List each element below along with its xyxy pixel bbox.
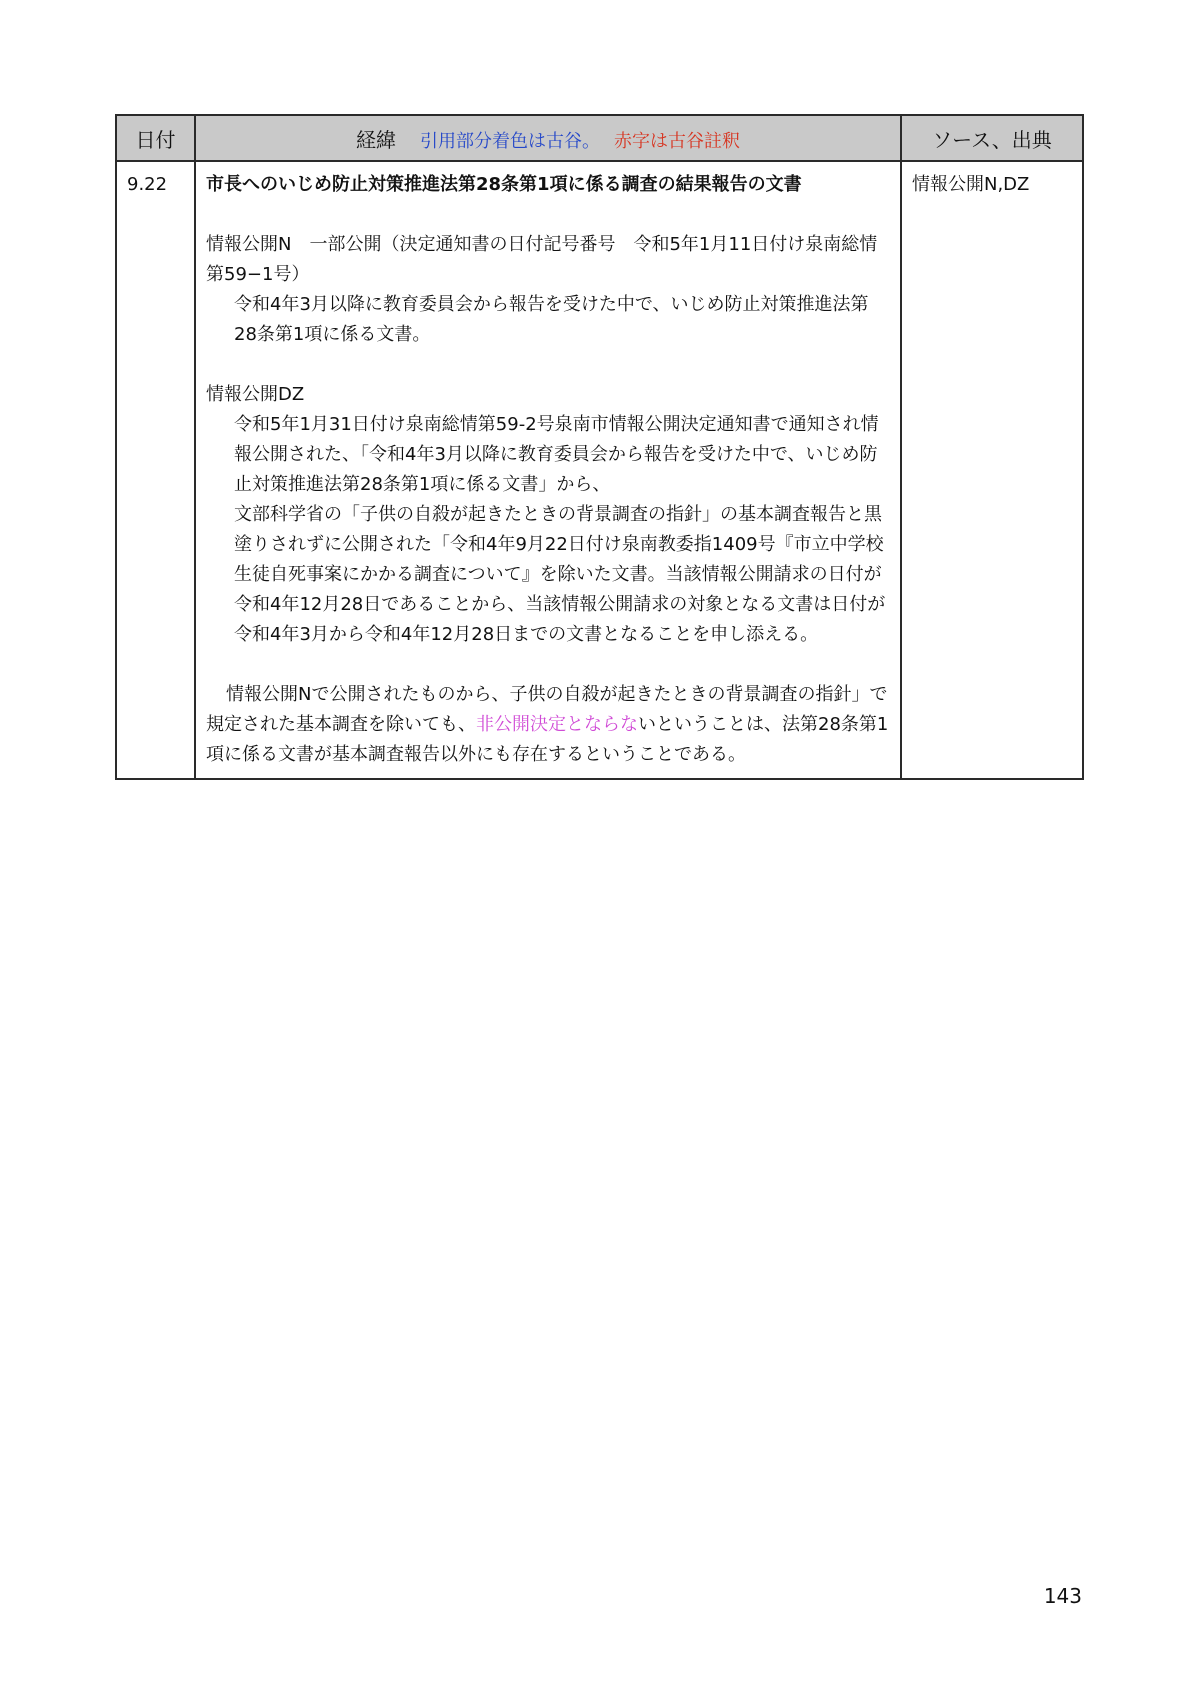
- dz-section-detail-2: 文部科学省の「子供の自殺が起きたときの背景調査の指針」の基本調査報告と黒塗りされずに公開された「令和4年9月22日付け泉南教委指1409号『市立中学校生徒自死事案にかかる調査について』を除いた文書。当該情報公開請求の日付が令和4年12月28日であることから、当該情報公開請求の対象となる文書は日付が令和4年3月から令和4年12月28日までの文書となることを申し添える。: [234, 504, 886, 645]
- table-row: [116, 161, 1083, 779]
- dz-section-heading: 情報公開DZ: [206, 384, 305, 405]
- conclusion-text-2: いということは、法第28条第1項に係る文書が基本調査報告以外にも存在するということである。: [206, 714, 889, 765]
- row-title: 市長へのいじめ防止対策推進法第28条第1項に係る調査の結果報告の文書: [206, 174, 802, 195]
- dz-section-detail-1: 令和5年1月31日付け泉南総情第59-2号泉南市情報公開決定通知書で通知され情報公開された、「令和4年3月以降に教育委員会から報告を受けた中で、いじめ防止対策推進法第28条第1項に係る文書」から、: [234, 414, 879, 495]
- row-body-cell: [195, 161, 901, 779]
- header-source: [901, 115, 1083, 161]
- n-section-detail: 令和4年3月以降に教育委員会から報告を受けた中で、いじめ防止対策推進法第28条第1項に係る文書。: [234, 294, 869, 345]
- n-section-heading: 情報公開N 一部公開（決定通知書の日付記号番号 令和5年1月11日付け泉南総情第59−1号）: [206, 234, 878, 285]
- conclusion-text-1: 情報公開Nで公開されたものから、子供の自殺が起きたときの背景調査の指針」で規定された基本調査を除いても、: [206, 684, 888, 735]
- conclusion-highlight: 非公開決定とならな: [476, 714, 638, 735]
- chronology-table: [115, 114, 1084, 780]
- header-source-label: ソース、出典: [932, 127, 1052, 152]
- row-source: 情報公開N,DZ: [912, 174, 1030, 195]
- row-date-cell: [116, 161, 195, 779]
- row-date: 9.22: [127, 174, 168, 195]
- page-number: 143: [1043, 1584, 1082, 1608]
- row-source-cell: [901, 161, 1083, 779]
- header-body: [195, 115, 901, 161]
- header-date-label: 日付: [135, 127, 176, 152]
- header-note-blue: 引用部分着色は古谷。: [420, 130, 600, 152]
- header-date: [116, 115, 195, 161]
- header-note-red: 赤字は古谷註釈: [614, 130, 740, 152]
- conclusion-paragraph: [206, 680, 890, 770]
- table-header-row: [116, 115, 1083, 161]
- header-body-label: 経緯: [356, 127, 396, 152]
